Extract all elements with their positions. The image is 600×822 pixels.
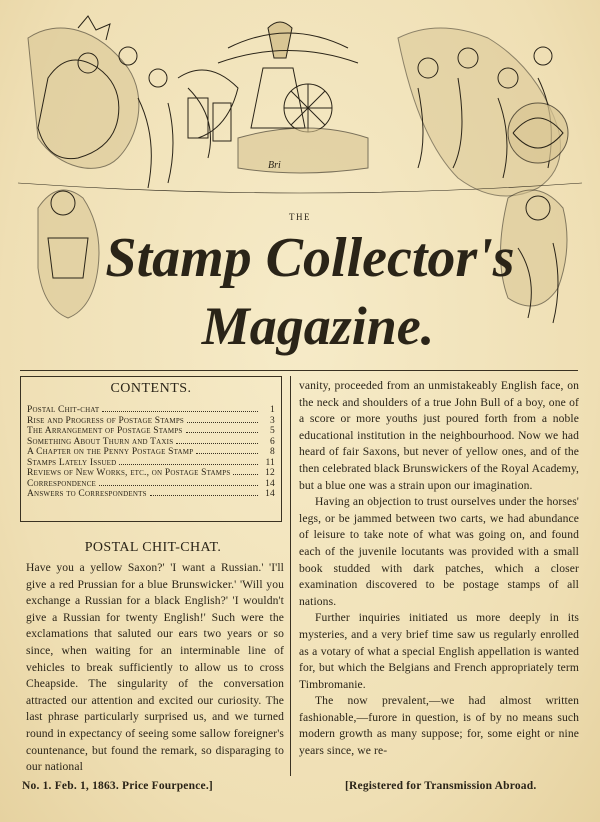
article-paragraph: Having an objection to trust ourselves under the horses' legs, or be jammed between two carts, we had abundance of leisure to take note of what was going on, and found each of the juvenile locutants was provided with a small book studded with dark patches, which a closer examination discovered to be postage stamps of all nations. <box>299 495 579 608</box>
leader-dots <box>119 464 258 465</box>
contents-item-page: 8 <box>270 447 275 457</box>
contents-box <box>20 376 282 522</box>
contents-item-page: 14 <box>265 478 275 489</box>
article-paragraph: Further inquiries initiated us more deeply in its mysteries, and a very brief time saw us regularly enrolled as a votary of what a special English appellation is wanted for, but which the Belgians and French appropriately term Timbromanie. <box>299 611 579 691</box>
article-paragraph: The now prevalent,—we had almost written fashionable,—furore in question, is of by no means such modern growth as many suppose; for, some eight or nine years since, we re- <box>299 694 579 758</box>
contents-item-page: 12 <box>265 468 275 478</box>
contents-item <box>27 426 275 437</box>
contents-item <box>27 479 275 490</box>
contents-item-label: Stamps Lately Issued <box>27 457 117 468</box>
contents-item-label: Rise and Progress of Postage Stamps <box>27 415 185 426</box>
leader-dots <box>187 422 258 423</box>
contents-item-label: Reviews of New Works, etc., on Postage Stamps <box>27 468 231 478</box>
contents-item-page: 6 <box>270 436 275 447</box>
contents-item <box>27 489 275 500</box>
contents-item <box>27 416 275 427</box>
svg-text:Bri: Bri <box>268 160 281 171</box>
contents-item-label: Postal Chit-chat <box>27 405 100 415</box>
contents-item <box>27 458 275 469</box>
issue-info: No. 1. Feb. 1, 1863. Price Fourpence.] <box>22 780 213 792</box>
contents-list <box>27 405 275 500</box>
masthead-the: THE <box>289 212 311 222</box>
contents-item-page: 5 <box>270 426 275 436</box>
contents-item-label: The Arrangement of Postage Stamps <box>27 426 183 436</box>
leader-dots <box>233 474 258 475</box>
article-paragraph: Have you a yellow Saxon?' 'I want a Russian.' 'I'll give a red Prussian for a blue Brunswicker.' 'Will you exchange a Russian for a black English?' 'I wouldn't give a Russian for twenty English!' Such were the exclamations that saluted our ears two years or so since, when waiting for an interminable line of vehicles to break sufficiently to allow us to cross Cheapside. The singularity of the conversation attracted our attention and excited our curiosity. The last phrase particularly surprised us, and we turned round in expectancy of seeing some sallow foreigner's countenance, but found the remark, so disparaging to our national <box>26 561 284 774</box>
leader-dots <box>196 453 258 454</box>
masthead-title-line2: Magazine. <box>201 296 435 356</box>
contents-item-label: Answers to Correspondents <box>27 489 147 499</box>
registration-note: [Registered for Transmission Abroad. <box>345 780 537 792</box>
masthead-engraving <box>18 8 582 372</box>
masthead-title-line1: Stamp Collector's <box>105 227 515 289</box>
leader-dots <box>102 411 258 412</box>
article-right-column <box>299 378 579 760</box>
column-divider <box>290 376 291 776</box>
leader-dots <box>176 443 258 444</box>
article-left-column <box>26 560 284 776</box>
article-title: POSTAL CHIT-CHAT. <box>84 540 222 555</box>
contents-item-page: 14 <box>265 489 275 499</box>
leader-dots <box>186 432 258 433</box>
contents-item-page: 3 <box>270 415 275 426</box>
contents-item-page: 1 <box>270 405 275 415</box>
contents-item <box>27 437 275 448</box>
contents-item-label: A Chapter on the Penny Postage Stamp <box>27 447 194 457</box>
contents-item <box>27 468 275 479</box>
contents-item-label: Correspondence <box>27 478 97 489</box>
article-paragraph: vanity, proceeded from an unmistakeably English face, on the neck and shoulders of a true John Bull of a boy, one of a score or more youths just poured forth from a noble educational institution in the neighbourhood. Now we had heard of fair Saxons, but never of yellow ones, and of the then celebrated black Brunswickers of the Royal Academy, but a blue one was a strain upon our imagination. <box>299 379 579 492</box>
contents-item <box>27 405 275 416</box>
leader-dots <box>150 495 258 496</box>
contents-item <box>27 447 275 458</box>
contents-item-label: Something About Thurn and Taxis <box>27 436 174 447</box>
leader-dots <box>99 485 258 486</box>
contents-item-page: 11 <box>265 457 275 468</box>
contents-title: CONTENTS. <box>110 381 192 396</box>
header-rule <box>20 370 578 371</box>
